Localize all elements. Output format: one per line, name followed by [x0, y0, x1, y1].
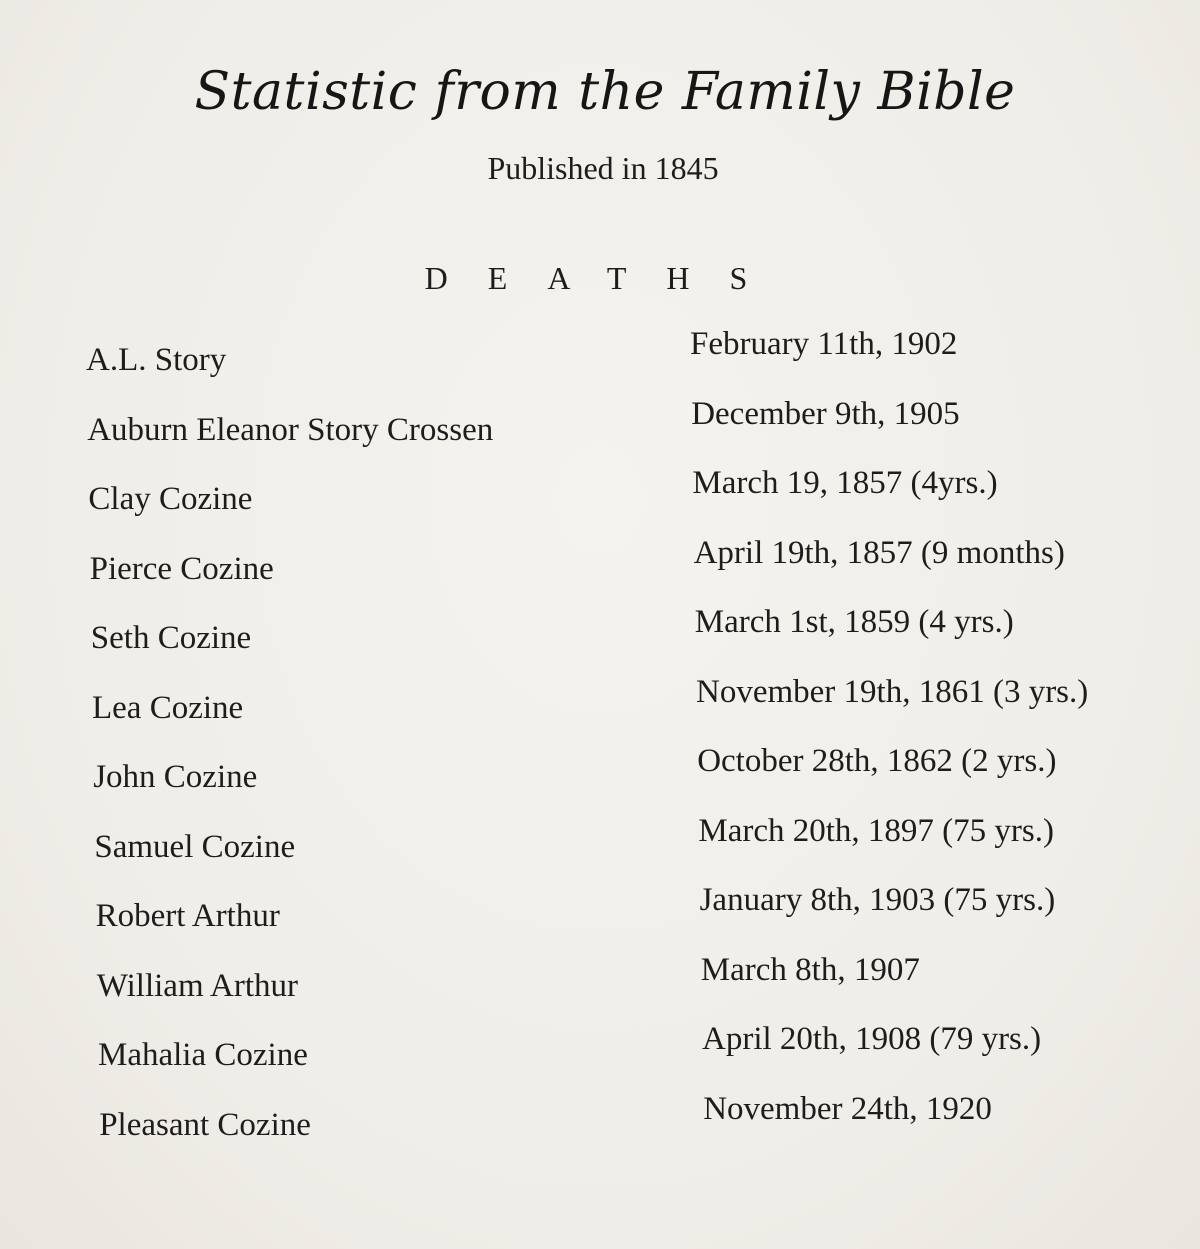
death-entry — [0, 743, 1200, 797]
page-subtitle: Published in 1845 — [487, 150, 719, 186]
death-entry — [0, 604, 1200, 658]
page-title: Statistic from the Family Bible — [194, 62, 1016, 122]
deceased-name: Lea Cozine — [92, 689, 244, 726]
section-heading-deaths: DEATHS — [424, 260, 788, 296]
death-date: November 24th, 1920 — [703, 1090, 992, 1127]
deceased-name: Robert Arthur — [95, 898, 280, 934]
death-entry — [0, 326, 1200, 380]
deceased-name: Pleasant Cozine — [99, 1106, 311, 1143]
death-entry — [0, 1021, 1200, 1075]
deceased-name: A.L. Story — [86, 342, 227, 378]
death-date: January 8th, 1903 (75 yrs.) — [699, 882, 1056, 918]
death-date: March 1st, 1859 (4 yrs.) — [694, 604, 1014, 640]
death-date: March 8th, 1907 — [700, 951, 920, 988]
death-entry — [0, 1090, 1200, 1145]
death-entry — [0, 395, 1200, 450]
death-date: November 19th, 1861 (3 yrs.) — [696, 673, 1089, 710]
death-date: April 20th, 1908 (79 yrs.) — [702, 1021, 1042, 1057]
death-date: March 20th, 1897 (75 yrs.) — [698, 812, 1054, 849]
death-entry — [0, 951, 1200, 1006]
death-date: December 9th, 1905 — [691, 395, 960, 432]
death-date: October 28th, 1862 (2 yrs.) — [697, 743, 1057, 779]
deceased-name: Auburn Eleanor Story Crossen — [87, 411, 494, 448]
deceased-name: Pierce Cozine — [89, 550, 274, 587]
death-entry — [0, 882, 1200, 936]
deceased-name: Mahalia Cozine — [98, 1037, 308, 1073]
deceased-name: Seth Cozine — [90, 620, 252, 656]
deceased-name: Clay Cozine — [88, 481, 253, 517]
death-date: April 19th, 1857 (9 months) — [693, 534, 1065, 571]
death-entry — [0, 673, 1200, 728]
deceased-name: William Arthur — [96, 967, 299, 1004]
death-date: February 11th, 1902 — [690, 326, 958, 362]
death-date: March 19, 1857 (4yrs.) — [692, 465, 998, 501]
death-entry — [0, 465, 1200, 519]
death-entry — [0, 534, 1200, 589]
deceased-name: Samuel Cozine — [94, 828, 296, 865]
death-entry — [0, 812, 1200, 867]
deceased-name: John Cozine — [93, 759, 258, 795]
